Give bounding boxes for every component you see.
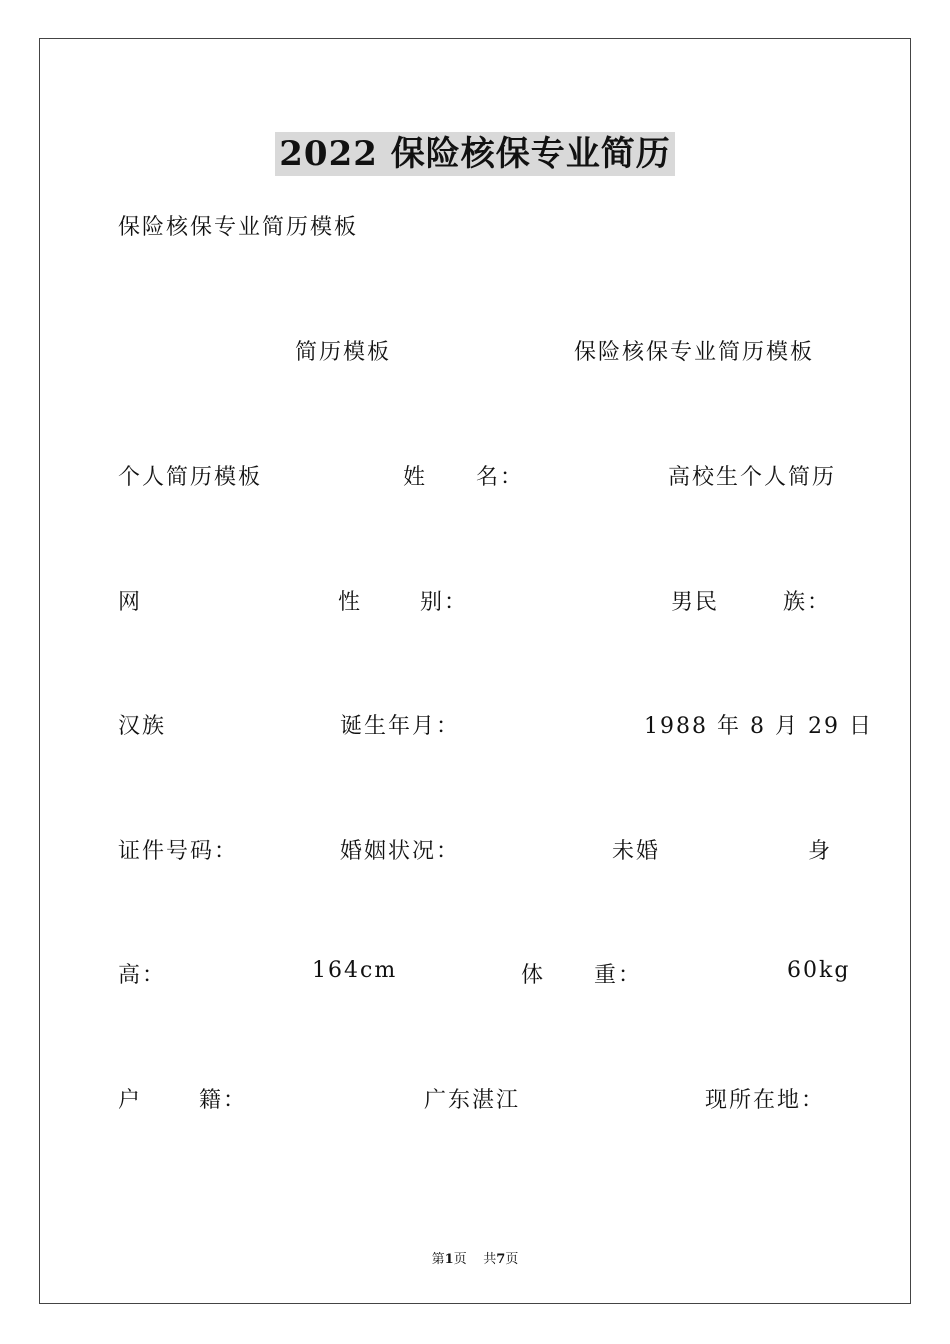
row5-cell1: 证件号码： bbox=[118, 839, 239, 864]
footer-page-prefix: 第 bbox=[431, 1252, 445, 1267]
row3-cell3: 别： bbox=[420, 590, 469, 615]
footer-total-prefix: 共 bbox=[483, 1252, 497, 1267]
row5-cell2: 婚姻状况： bbox=[340, 839, 461, 864]
footer-total-suffix: 页 bbox=[505, 1252, 519, 1267]
row6-cell2: 164cm bbox=[312, 958, 398, 983]
row6-cell5: 60kg bbox=[787, 958, 851, 983]
row4-cell1: 汉族 bbox=[118, 714, 167, 739]
row3-cell2: 性 bbox=[338, 590, 363, 615]
row6-cell3: 体 bbox=[521, 963, 546, 988]
row4-cell3: 1988 年 8 月 29 日 bbox=[644, 714, 873, 739]
row3-cell5: 族： bbox=[783, 590, 832, 615]
row2-cell4: 高校生个人简历 bbox=[668, 465, 837, 490]
row5-cell4: 身 bbox=[808, 839, 833, 864]
subtitle: 保险核保专业简历模板 bbox=[118, 215, 359, 240]
row5-cell3: 未婚 bbox=[612, 839, 661, 864]
row6-cell4: 重： bbox=[594, 963, 643, 988]
row1-cell1: 简历模板 bbox=[295, 340, 392, 365]
row4-cell2: 诞生年月： bbox=[340, 714, 461, 739]
row7-cell3: 广东湛江 bbox=[424, 1088, 521, 1113]
row1-cell2: 保险核保专业简历模板 bbox=[574, 340, 815, 365]
title-text: 2022 保险核保专业简历 bbox=[275, 132, 674, 176]
row7-cell2: 籍： bbox=[199, 1088, 248, 1113]
row7-cell4: 现所在地： bbox=[705, 1088, 826, 1113]
row3-cell4: 男民 bbox=[671, 590, 720, 615]
document-title bbox=[0, 126, 950, 175]
row2-cell3: 名： bbox=[476, 465, 525, 490]
row3-cell1: 网 bbox=[118, 590, 143, 615]
footer-page-number: 1 bbox=[444, 1252, 454, 1267]
footer-total-number: 7 bbox=[496, 1252, 506, 1267]
row2-cell1: 个人简历模板 bbox=[118, 465, 263, 490]
row6-cell1: 高： bbox=[118, 963, 167, 988]
page-footer bbox=[0, 1248, 950, 1267]
row7-cell1: 户 bbox=[118, 1088, 143, 1113]
footer-page-suffix: 页 bbox=[453, 1252, 467, 1267]
row2-cell2: 姓 bbox=[403, 465, 428, 490]
